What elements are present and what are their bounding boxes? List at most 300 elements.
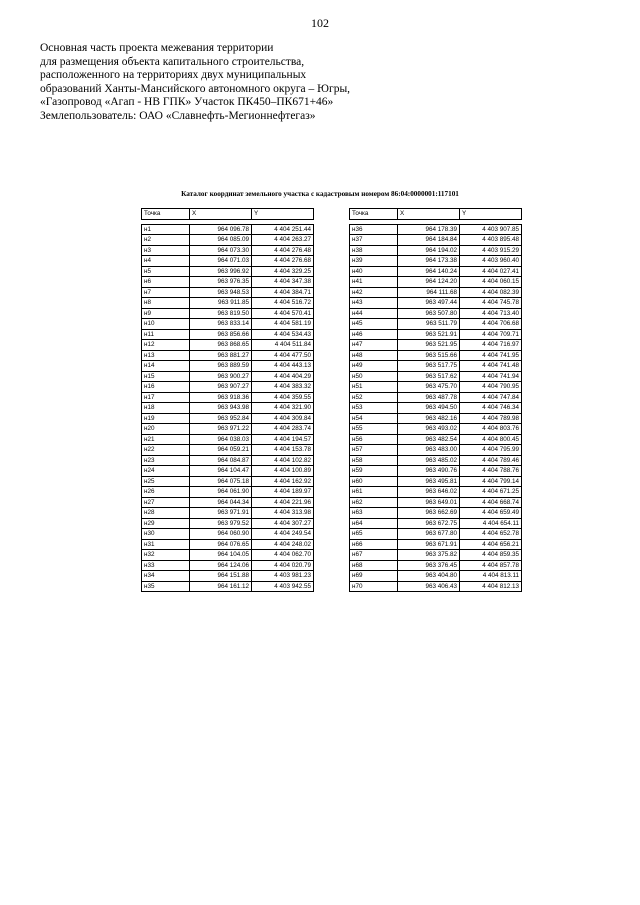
x-coordinate-cell: 963 952.84 <box>190 413 252 424</box>
x-coordinate-cell: 964 071.03 <box>190 256 252 267</box>
table-row <box>350 455 522 466</box>
y-coordinate-cell: 4 404 313.98 <box>252 508 314 519</box>
x-coordinate-cell: 963 971.22 <box>190 424 252 435</box>
point-name-cell: н16 <box>142 382 190 393</box>
y-coordinate-cell: 4 403 907.85 <box>460 224 522 235</box>
point-name-cell: н21 <box>142 434 190 445</box>
table-row <box>350 539 522 550</box>
x-coordinate-cell: 964 073.30 <box>190 245 252 256</box>
table-header-row <box>142 209 314 220</box>
x-coordinate-cell: 964 060.90 <box>190 529 252 540</box>
table-row <box>142 550 314 561</box>
x-coordinate-cell: 964 124.20 <box>398 277 460 288</box>
header-line: Основная часть проекта межевания территории <box>40 42 274 54</box>
x-coordinate-cell: 963 976.35 <box>190 277 252 288</box>
x-coordinate-cell: 963 646.02 <box>398 487 460 498</box>
x-coordinate-cell: 963 404.80 <box>398 571 460 582</box>
point-name-cell: н65 <box>350 529 398 540</box>
x-coordinate-cell: 963 521.95 <box>398 340 460 351</box>
table-row <box>350 518 522 529</box>
point-name-cell: н9 <box>142 308 190 319</box>
x-coordinate-cell: 963 490.76 <box>398 466 460 477</box>
x-coordinate-cell: 963 856.66 <box>190 329 252 340</box>
x-coordinate-cell: 964 044.34 <box>190 497 252 508</box>
point-name-cell: н33 <box>142 560 190 571</box>
x-coordinate-cell: 963 493.02 <box>398 424 460 435</box>
x-coordinate-cell: 963 494.50 <box>398 403 460 414</box>
point-name-cell: н36 <box>350 224 398 235</box>
y-coordinate-cell: 4 404 716.97 <box>460 340 522 351</box>
y-coordinate-cell: 4 404 656.21 <box>460 539 522 550</box>
point-name-cell: н69 <box>350 571 398 582</box>
table-row <box>350 319 522 330</box>
x-coordinate-cell: 964 194.02 <box>398 245 460 256</box>
table-row <box>350 245 522 256</box>
column-header-point: Точка <box>142 209 190 220</box>
table-row <box>350 508 522 519</box>
point-name-cell: н56 <box>350 434 398 445</box>
table-row <box>142 256 314 267</box>
x-coordinate-cell: 963 482.54 <box>398 434 460 445</box>
y-coordinate-cell: 4 403 960.40 <box>460 256 522 267</box>
y-coordinate-cell: 4 404 189.97 <box>252 487 314 498</box>
x-coordinate-cell: 963 515.66 <box>398 350 460 361</box>
table-row <box>350 329 522 340</box>
point-name-cell: н54 <box>350 413 398 424</box>
coordinates-table-body <box>350 224 522 592</box>
y-coordinate-cell: 4 404 741.94 <box>460 371 522 382</box>
y-coordinate-cell: 4 404 329.25 <box>252 266 314 277</box>
x-coordinate-cell: 963 672.75 <box>398 518 460 529</box>
y-coordinate-cell: 4 404 162.92 <box>252 476 314 487</box>
y-coordinate-cell: 4 404 307.27 <box>252 518 314 529</box>
point-name-cell: н52 <box>350 392 398 403</box>
table-row <box>142 277 314 288</box>
y-coordinate-cell: 4 404 570.41 <box>252 308 314 319</box>
x-coordinate-cell: 964 075.18 <box>190 476 252 487</box>
table-row <box>142 224 314 235</box>
y-coordinate-cell: 4 404 745.78 <box>460 298 522 309</box>
y-coordinate-cell: 4 404 060.15 <box>460 277 522 288</box>
point-name-cell: н22 <box>142 445 190 456</box>
y-coordinate-cell: 4 404 251.44 <box>252 224 314 235</box>
point-name-cell: н34 <box>142 571 190 582</box>
y-coordinate-cell: 4 404 671.25 <box>460 487 522 498</box>
x-coordinate-cell: 963 918.36 <box>190 392 252 403</box>
y-coordinate-cell: 4 404 652.78 <box>460 529 522 540</box>
table-row <box>350 224 522 235</box>
table-row <box>142 466 314 477</box>
x-coordinate-cell: 963 517.62 <box>398 371 460 382</box>
y-coordinate-cell: 4 404 404.29 <box>252 371 314 382</box>
y-coordinate-cell: 4 404 359.55 <box>252 392 314 403</box>
coordinates-table-body <box>142 224 314 592</box>
x-coordinate-cell: 964 124.06 <box>190 560 252 571</box>
x-coordinate-cell: 963 662.69 <box>398 508 460 519</box>
coordinates-table-left <box>141 208 314 592</box>
x-coordinate-cell: 964 140.24 <box>398 266 460 277</box>
x-coordinate-cell: 964 104.47 <box>190 466 252 477</box>
table-row <box>350 445 522 456</box>
point-name-cell: н29 <box>142 518 190 529</box>
point-name-cell: н51 <box>350 382 398 393</box>
table-row <box>350 497 522 508</box>
point-name-cell: н23 <box>142 455 190 466</box>
point-name-cell: н40 <box>350 266 398 277</box>
table-row <box>142 308 314 319</box>
y-coordinate-cell: 4 404 383.32 <box>252 382 314 393</box>
y-coordinate-cell: 4 404 082.39 <box>460 287 522 298</box>
point-name-cell: н19 <box>142 413 190 424</box>
x-coordinate-cell: 963 943.98 <box>190 403 252 414</box>
x-coordinate-cell: 963 907.27 <box>190 382 252 393</box>
column-header-x: X <box>190 209 252 220</box>
x-coordinate-cell: 964 085.09 <box>190 235 252 246</box>
table-row <box>142 539 314 550</box>
point-name-cell: н30 <box>142 529 190 540</box>
y-coordinate-cell: 4 404 062.70 <box>252 550 314 561</box>
point-name-cell: н20 <box>142 424 190 435</box>
y-coordinate-cell: 4 404 654.11 <box>460 518 522 529</box>
y-coordinate-cell: 4 404 789.98 <box>460 413 522 424</box>
x-coordinate-cell: 963 517.75 <box>398 361 460 372</box>
point-name-cell: н24 <box>142 466 190 477</box>
header-line: расположенного на территориях двух муниципальных <box>40 69 307 82</box>
x-coordinate-cell: 963 911.85 <box>190 298 252 309</box>
point-name-cell: н44 <box>350 308 398 319</box>
point-name-cell: н43 <box>350 298 398 309</box>
x-coordinate-cell: 963 487.78 <box>398 392 460 403</box>
table-row <box>350 529 522 540</box>
x-coordinate-cell: 963 375.82 <box>398 550 460 561</box>
y-coordinate-cell: 4 404 813.11 <box>460 571 522 582</box>
point-name-cell: н55 <box>350 424 398 435</box>
x-coordinate-cell: 964 173.38 <box>398 256 460 267</box>
x-coordinate-cell: 963 948.53 <box>190 287 252 298</box>
table-row <box>142 298 314 309</box>
point-name-cell: н37 <box>350 235 398 246</box>
table-row <box>350 340 522 351</box>
x-coordinate-cell: 963 376.45 <box>398 560 460 571</box>
table-row <box>350 392 522 403</box>
x-coordinate-cell: 964 084.87 <box>190 455 252 466</box>
point-name-cell: н61 <box>350 487 398 498</box>
y-coordinate-cell: 4 404 221.96 <box>252 497 314 508</box>
point-name-cell: н28 <box>142 508 190 519</box>
table-row <box>142 266 314 277</box>
y-coordinate-cell: 4 404 581.19 <box>252 319 314 330</box>
point-name-cell: н4 <box>142 256 190 267</box>
table-row <box>142 392 314 403</box>
x-coordinate-cell: 964 104.05 <box>190 550 252 561</box>
y-coordinate-cell: 4 404 283.74 <box>252 424 314 435</box>
y-coordinate-cell: 4 403 915.29 <box>460 245 522 256</box>
y-coordinate-cell: 4 404 857.78 <box>460 560 522 571</box>
x-coordinate-cell: 964 178.39 <box>398 224 460 235</box>
y-coordinate-cell: 4 403 895.48 <box>460 235 522 246</box>
point-name-cell: н2 <box>142 235 190 246</box>
point-name-cell: н18 <box>142 403 190 414</box>
table-row <box>350 403 522 414</box>
column-header-y: Y <box>252 209 314 220</box>
y-coordinate-cell: 4 404 516.72 <box>252 298 314 309</box>
table-row <box>350 256 522 267</box>
y-coordinate-cell: 4 403 942.55 <box>252 581 314 592</box>
y-coordinate-cell: 4 404 788.76 <box>460 466 522 477</box>
x-coordinate-cell: 963 507.80 <box>398 308 460 319</box>
table-row <box>142 382 314 393</box>
point-name-cell: н35 <box>142 581 190 592</box>
y-coordinate-cell: 4 404 741.95 <box>460 350 522 361</box>
y-coordinate-cell: 4 404 706.68 <box>460 319 522 330</box>
point-name-cell: н48 <box>350 350 398 361</box>
x-coordinate-cell: 963 881.27 <box>190 350 252 361</box>
header-line: «Газопровод «Агап - НВ ГПК» Участок ПК450–ПК671+46» <box>40 96 334 109</box>
point-name-cell: н50 <box>350 371 398 382</box>
y-coordinate-cell: 4 404 713.40 <box>460 308 522 319</box>
point-name-cell: н11 <box>142 329 190 340</box>
table-row <box>142 508 314 519</box>
point-name-cell: н64 <box>350 518 398 529</box>
point-name-cell: н63 <box>350 508 398 519</box>
x-coordinate-cell: 963 889.59 <box>190 361 252 372</box>
x-coordinate-cell: 963 996.92 <box>190 266 252 277</box>
table-row <box>142 434 314 445</box>
y-coordinate-cell: 4 404 859.35 <box>460 550 522 561</box>
table-row <box>350 382 522 393</box>
x-coordinate-cell: 964 184.84 <box>398 235 460 246</box>
table-row <box>142 245 314 256</box>
table-row <box>350 287 522 298</box>
y-coordinate-cell: 4 404 800.45 <box>460 434 522 445</box>
point-name-cell: н6 <box>142 277 190 288</box>
x-coordinate-cell: 963 511.79 <box>398 319 460 330</box>
x-coordinate-cell: 963 833.14 <box>190 319 252 330</box>
point-name-cell: н3 <box>142 245 190 256</box>
point-name-cell: н25 <box>142 476 190 487</box>
y-coordinate-cell: 4 404 795.99 <box>460 445 522 456</box>
y-coordinate-cell: 4 404 153.78 <box>252 445 314 456</box>
x-coordinate-cell: 963 649.01 <box>398 497 460 508</box>
table-row <box>350 560 522 571</box>
point-name-cell: н66 <box>350 539 398 550</box>
table-row <box>142 319 314 330</box>
point-name-cell: н15 <box>142 371 190 382</box>
point-name-cell: н26 <box>142 487 190 498</box>
x-coordinate-cell: 964 059.21 <box>190 445 252 456</box>
table-row <box>350 350 522 361</box>
point-name-cell: н7 <box>142 287 190 298</box>
x-coordinate-cell: 963 868.65 <box>190 340 252 351</box>
y-coordinate-cell: 4 404 384.71 <box>252 287 314 298</box>
y-coordinate-cell: 4 404 027.41 <box>460 266 522 277</box>
y-coordinate-cell: 4 404 249.54 <box>252 529 314 540</box>
point-name-cell: н49 <box>350 361 398 372</box>
point-name-cell: н59 <box>350 466 398 477</box>
table-row <box>142 571 314 582</box>
x-coordinate-cell: 963 482.16 <box>398 413 460 424</box>
table-row <box>142 487 314 498</box>
table-row <box>350 571 522 582</box>
table-row <box>142 518 314 529</box>
table-header-row <box>350 209 522 220</box>
y-coordinate-cell: 4 404 511.84 <box>252 340 314 351</box>
header-line: образований Ханты-Мансийского автономного округа – Югры, <box>40 82 351 95</box>
y-coordinate-cell: 4 404 443.13 <box>252 361 314 372</box>
column-header-point: Точка <box>350 209 398 220</box>
x-coordinate-cell: 963 677.80 <box>398 529 460 540</box>
x-coordinate-cell: 963 521.91 <box>398 329 460 340</box>
point-name-cell: н46 <box>350 329 398 340</box>
point-name-cell: н39 <box>350 256 398 267</box>
table-row <box>350 298 522 309</box>
table-row <box>350 277 522 288</box>
x-coordinate-cell: 964 096.78 <box>190 224 252 235</box>
table-row <box>142 424 314 435</box>
point-name-cell: н67 <box>350 550 398 561</box>
table-row <box>350 413 522 424</box>
table-row <box>142 235 314 246</box>
x-coordinate-cell: 963 483.00 <box>398 445 460 456</box>
y-coordinate-cell: 4 404 747.84 <box>460 392 522 403</box>
point-name-cell: н41 <box>350 277 398 288</box>
table-row <box>142 371 314 382</box>
x-coordinate-cell: 963 497.44 <box>398 298 460 309</box>
point-name-cell: н62 <box>350 497 398 508</box>
point-name-cell: н58 <box>350 455 398 466</box>
table-row <box>350 476 522 487</box>
point-name-cell: н17 <box>142 392 190 403</box>
y-coordinate-cell: 4 404 803.76 <box>460 424 522 435</box>
x-coordinate-cell: 964 161.12 <box>190 581 252 592</box>
y-coordinate-cell: 4 404 668.74 <box>460 497 522 508</box>
table-row <box>350 235 522 246</box>
table-row <box>142 455 314 466</box>
table-row <box>142 287 314 298</box>
point-name-cell: н45 <box>350 319 398 330</box>
table-row <box>142 340 314 351</box>
y-coordinate-cell: 4 404 741.48 <box>460 361 522 372</box>
point-name-cell: н60 <box>350 476 398 487</box>
y-coordinate-cell: 4 404 020.79 <box>252 560 314 571</box>
document-header <box>40 42 600 124</box>
x-coordinate-cell: 964 038.03 <box>190 434 252 445</box>
y-coordinate-cell: 4 404 659.49 <box>460 508 522 519</box>
table-row <box>142 350 314 361</box>
table-row <box>350 361 522 372</box>
x-coordinate-cell: 963 485.02 <box>398 455 460 466</box>
table-row <box>142 361 314 372</box>
point-name-cell: н32 <box>142 550 190 561</box>
x-coordinate-cell: 964 061.90 <box>190 487 252 498</box>
y-coordinate-cell: 4 404 709.71 <box>460 329 522 340</box>
point-name-cell: н70 <box>350 581 398 592</box>
y-coordinate-cell: 4 404 248.02 <box>252 539 314 550</box>
page-number: 102 <box>311 16 329 30</box>
table-row <box>350 466 522 477</box>
y-coordinate-cell: 4 404 799.14 <box>460 476 522 487</box>
y-coordinate-cell: 4 404 789.46 <box>460 455 522 466</box>
table-row <box>350 266 522 277</box>
header-line: для размещения объекта капитального строительства, <box>40 55 305 68</box>
x-coordinate-cell: 964 111.68 <box>398 287 460 298</box>
point-name-cell: н47 <box>350 340 398 351</box>
x-coordinate-cell: 963 671.91 <box>398 539 460 550</box>
point-name-cell: н12 <box>142 340 190 351</box>
point-name-cell: н31 <box>142 539 190 550</box>
x-coordinate-cell: 963 819.50 <box>190 308 252 319</box>
table-row <box>142 529 314 540</box>
point-name-cell: н53 <box>350 403 398 414</box>
table-row <box>350 371 522 382</box>
table-row <box>142 413 314 424</box>
table-row <box>142 403 314 414</box>
y-coordinate-cell: 4 404 100.89 <box>252 466 314 477</box>
x-coordinate-cell: 963 495.81 <box>398 476 460 487</box>
x-coordinate-cell: 963 979.52 <box>190 518 252 529</box>
y-coordinate-cell: 4 404 812.13 <box>460 581 522 592</box>
y-coordinate-cell: 4 404 321.90 <box>252 403 314 414</box>
point-name-cell: н68 <box>350 560 398 571</box>
x-coordinate-cell: 963 900.27 <box>190 371 252 382</box>
y-coordinate-cell: 4 404 534.43 <box>252 329 314 340</box>
y-coordinate-cell: 4 404 477.50 <box>252 350 314 361</box>
table-row <box>350 308 522 319</box>
table-row <box>142 581 314 592</box>
x-coordinate-cell: 964 151.88 <box>190 571 252 582</box>
point-name-cell: н27 <box>142 497 190 508</box>
header-line: Землепользователь: ОАО «Славнефть-Мегионнефтегаз» <box>40 109 316 122</box>
y-coordinate-cell: 4 404 194.57 <box>252 434 314 445</box>
table-row <box>142 497 314 508</box>
y-coordinate-cell: 4 404 263.27 <box>252 235 314 246</box>
point-name-cell: н57 <box>350 445 398 456</box>
x-coordinate-cell: 963 475.70 <box>398 382 460 393</box>
table-row <box>350 581 522 592</box>
table-row <box>350 434 522 445</box>
y-coordinate-cell: 4 404 276.48 <box>252 245 314 256</box>
column-header-y: Y <box>460 209 522 220</box>
table-row <box>350 424 522 435</box>
table-row <box>142 476 314 487</box>
point-name-cell: н42 <box>350 287 398 298</box>
point-name-cell: н10 <box>142 319 190 330</box>
y-coordinate-cell: 4 404 276.68 <box>252 256 314 267</box>
y-coordinate-cell: 4 404 347.38 <box>252 277 314 288</box>
x-coordinate-cell: 963 971.91 <box>190 508 252 519</box>
table-row <box>142 445 314 456</box>
point-name-cell: н1 <box>142 224 190 235</box>
point-name-cell: н14 <box>142 361 190 372</box>
point-name-cell: н5 <box>142 266 190 277</box>
y-coordinate-cell: 4 404 102.82 <box>252 455 314 466</box>
x-coordinate-cell: 964 076.65 <box>190 539 252 550</box>
x-coordinate-cell: 963 406.43 <box>398 581 460 592</box>
column-header-x: X <box>398 209 460 220</box>
table-row <box>350 550 522 561</box>
point-name-cell: н38 <box>350 245 398 256</box>
point-name-cell: н8 <box>142 298 190 309</box>
table-row <box>142 329 314 340</box>
y-coordinate-cell: 4 404 790.95 <box>460 382 522 393</box>
coordinates-table-right <box>349 208 522 592</box>
catalog-title: Каталог координат земельного участка с кадастровым номером 86:04:0000001:117101 <box>181 190 459 198</box>
y-coordinate-cell: 4 404 746.34 <box>460 403 522 414</box>
point-name-cell: н13 <box>142 350 190 361</box>
table-row <box>142 560 314 571</box>
y-coordinate-cell: 4 403 981.23 <box>252 571 314 582</box>
table-row <box>350 487 522 498</box>
